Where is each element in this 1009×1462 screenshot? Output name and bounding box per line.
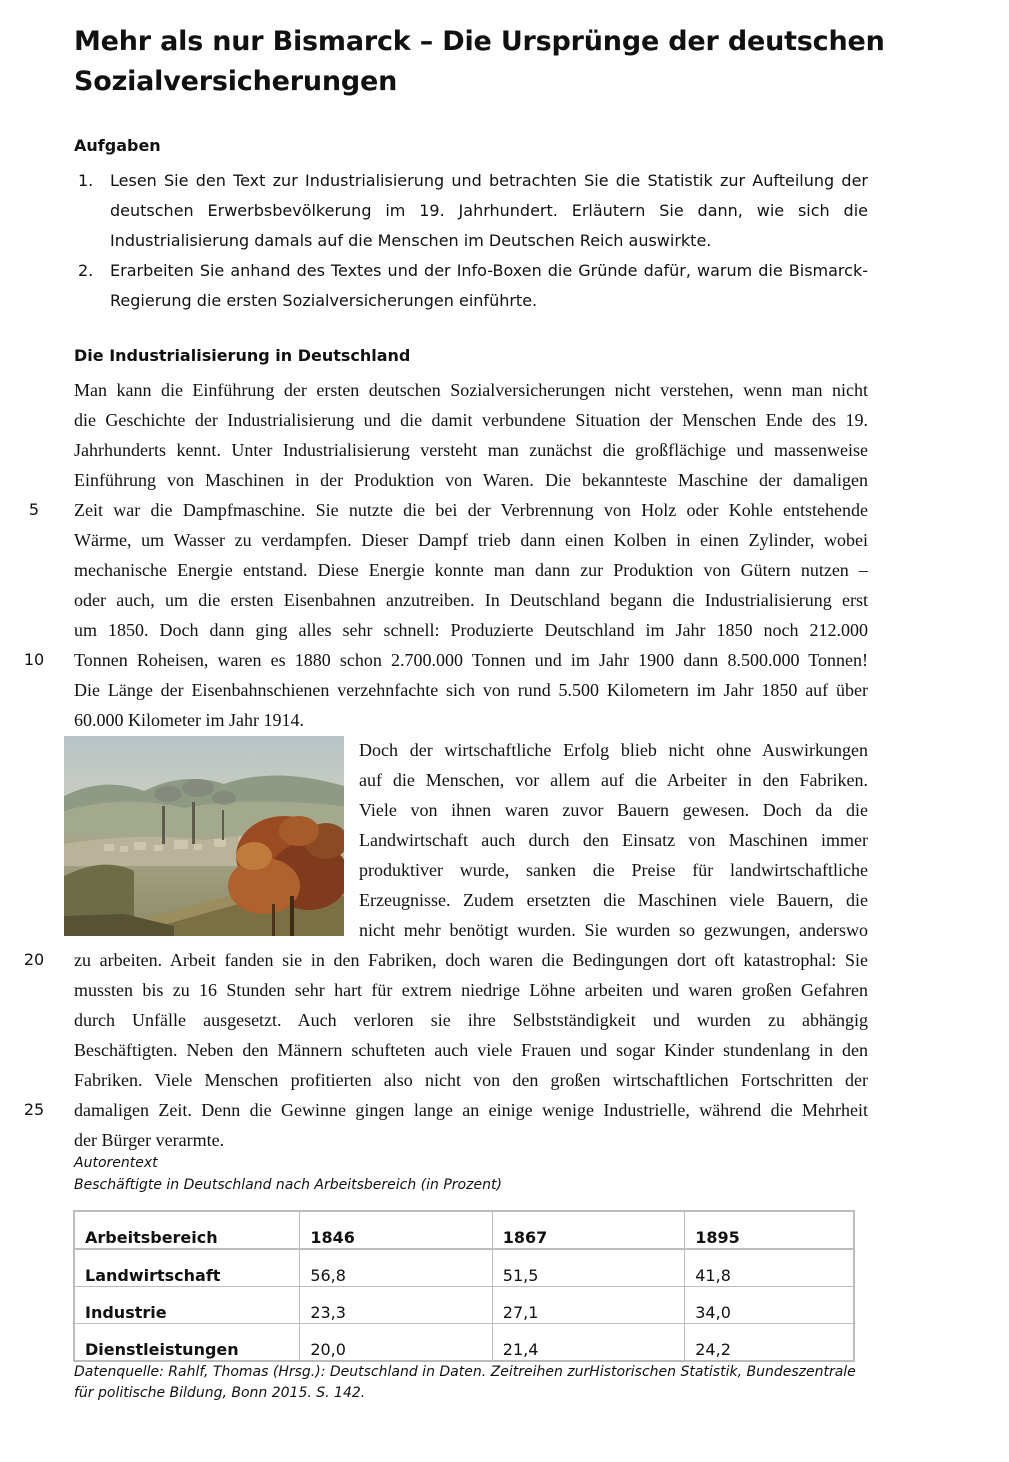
table-header-cell: 1867 <box>492 1211 684 1249</box>
table-row <box>74 1249 854 1287</box>
task-list <box>74 166 868 316</box>
author-caption: Autorentext <box>74 1155 158 1171</box>
table-header-cell: 1846 <box>300 1211 492 1249</box>
task-text: Erarbeiten Sie anhand des Textes und der Info-Boxen die Gründe dafür, warum die Bismarck-Regierung die ersten Sozialversicherungen einführte. <box>110 261 868 310</box>
text-line: Doch der wirtschaftliche Erfolg blieb nicht ohne Auswirkungen <box>359 740 868 760</box>
table-cell: 34,0 <box>685 1287 854 1324</box>
task-text: Lesen Sie den Text zur Industrialisierung und betrachten Sie die Statistik zur Aufteilung der deutschen Erwerbsbevölkerung im 19. Jahrhundert. Erläutern Sie dann, wie sich die Industrialisierung damals auf die Menschen im Deutschen Reich auswirkte. <box>110 171 868 250</box>
table-cell: 51,5 <box>492 1249 684 1287</box>
text-line: die Geschichte der Industrialisierung und die damit verbundene Situation der Menschen Ende des 19. <box>74 410 868 430</box>
employment-table <box>73 1210 855 1362</box>
line-number: 5 <box>28 500 40 519</box>
task-item <box>74 166 868 256</box>
task-number: 1. <box>78 171 94 190</box>
table-header-cell: Arbeitsbereich <box>74 1211 300 1249</box>
text-line: 60.000 Kilometer im Jahr 1914. <box>74 710 304 730</box>
table-row <box>74 1324 854 1362</box>
text-line: Die Länge der Eisenbahnschienen verzehnfachte sich von rund 5.500 Kilometern im Jahr 1850 auf über <box>74 680 868 700</box>
text-line: Man kann die Einführung der ersten deutschen Sozialversicherungen nicht verstehen, wenn man nicht <box>74 380 868 400</box>
table-row-label: Industrie <box>74 1287 300 1324</box>
text-line: mechanische Energie entstand. Diese Energie konnte man dann zur Produktion von Gütern nutzen – <box>74 560 868 580</box>
text-line: produktiver wurde, sanken die Preise für landwirtschaftliche <box>359 860 868 880</box>
page-title: Mehr als nur Bismarck – Die Ursprünge der deutschen Sozialversicherungen <box>74 26 885 97</box>
text-line: nicht mehr benötigt wurden. Sie wurden so gezwungen, anderswo <box>359 920 868 940</box>
line-number: 25 <box>23 1100 45 1119</box>
table-cell: 21,4 <box>492 1324 684 1362</box>
text-line: Viele von ihnen waren zuvor Bauern gewesen. Doch da die <box>359 800 868 820</box>
table-row-label: Dienstleistungen <box>74 1324 300 1362</box>
line-number: 20 <box>23 950 45 969</box>
text-line: Jahrhunderts kennt. Unter Industrialisierung versteht man zunächst die großflächige und massenweise <box>74 440 868 460</box>
task-item <box>74 256 868 316</box>
text-line: oder auch, um die ersten Eisenbahnen anzutreiben. In Deutschland begann die Industrialisierung erst <box>74 590 868 610</box>
table-row-label: Landwirtschaft <box>74 1249 300 1287</box>
industrial-landscape-painting <box>64 736 344 936</box>
table-cell: 23,3 <box>300 1287 492 1324</box>
text-line: der Bürger verarmte. <box>74 1130 225 1150</box>
text-line: auf die Menschen, vor allem auf die Arbeiter in den Fabriken. <box>359 770 868 790</box>
text-line: damaligen Zeit. Denn die Gewinne gingen lange an einige wenige Industrielle, während die Mehrheit <box>74 1100 868 1120</box>
table-cell: 24,2 <box>685 1324 854 1362</box>
table-row <box>74 1287 854 1324</box>
text-line: Zeit war die Dampfmaschine. Sie nutzte die bei der Verbrennung von Holz oder Kohle entstehende <box>74 500 868 520</box>
text-line: durch Unfälle ausgesetzt. Auch verloren sie ihre Selbstständigkeit und wurden zu abhängig <box>74 1010 868 1030</box>
text-line: Einführung von Maschinen in der Produktion von Waren. Die bekannteste Maschine der damaligen <box>74 470 868 490</box>
line-number: 10 <box>23 650 45 669</box>
text-line: um 1850. Doch dann ging alles sehr schnell: Produzierte Deutschland im Jahr 1850 noch 212.000 <box>74 620 868 640</box>
table-caption: Beschäftigte in Deutschland nach Arbeitsbereich (in Prozent) <box>74 1177 502 1193</box>
text-line: Fabriken. Viele Menschen profitierten also nicht von den großen wirtschaftlichen Fortschritten der <box>74 1070 868 1090</box>
table-cell: 20,0 <box>300 1324 492 1362</box>
text-line: mussten bis zu 16 Stunden sehr hart für extrem niedrige Löhne arbeiten und waren großen Gefahren <box>74 980 868 1000</box>
table-cell: 41,8 <box>685 1249 854 1287</box>
text-line: Landwirtschaft auch durch den Einsatz von Maschinen immer <box>359 830 868 850</box>
section-heading: Die Industrialisierung in Deutschland <box>74 346 411 365</box>
text-line: Tonnen Roheisen, waren es 1880 schon 2.700.000 Tonnen und im Jahr 1900 dann 8.500.000 Tonnen! <box>74 650 868 670</box>
text-line: Erzeugnisse. Zudem ersetzten die Maschinen viele Bauern, die <box>359 890 868 910</box>
task-number: 2. <box>78 261 94 280</box>
table-header-row <box>74 1211 854 1249</box>
tasks-heading: Aufgaben <box>74 136 161 155</box>
text-line: Beschäftigten. Neben den Männern schufteten auch viele Frauen und sogar Kinder stundenlang in den <box>74 1040 868 1060</box>
text-line: zu arbeiten. Arbeit fanden sie in den Fabriken, doch waren die Bedingungen dort oft katastrophal: Sie <box>74 950 868 970</box>
table-cell: 27,1 <box>492 1287 684 1324</box>
data-source-note: Datenquelle: Rahlf, Thomas (Hrsg.): Deutschland in Daten. Zeitreihen zurHistorischen Statistik, Bundeszentrale für politische Bildung, Bonn 2015. S. 142. <box>74 1364 856 1401</box>
text-line: Wärme, um Wasser zu verdampfen. Dieser Dampf trieb dann einen Kolben in einen Zylinder, wobei <box>74 530 868 550</box>
table-cell: 56,8 <box>300 1249 492 1287</box>
table-header-cell: 1895 <box>685 1211 854 1249</box>
